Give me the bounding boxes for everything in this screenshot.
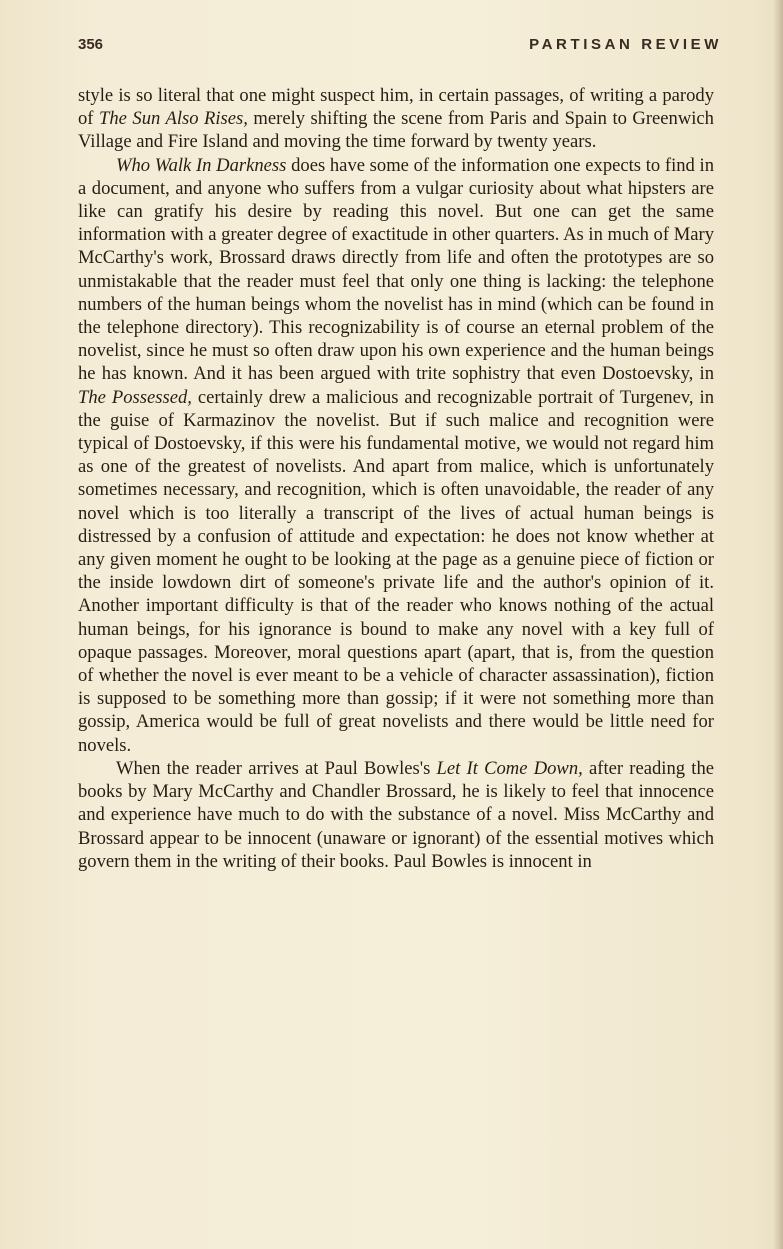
book-title: The Sun Also Rises, [99,108,248,130]
book-title: Let It Come Down, [436,757,583,779]
running-head [78,36,722,58]
paragraph [78,84,714,154]
text-segment: after reading the books by Mary McCarthy and Chandler Brossard, he is likely to feel that innocence and experience have much to do with the substance of a novel. Miss McCarthy and Brossard appear to be innocent (unaware or ignorant) of the essential motives which govern them in the writing of their books. Paul Bowles is innocent in [78,757,714,872]
book-title: Who Walk In Darkness [116,154,287,176]
text-segment: style is so literal that one might suspect him, in certain passages, of writing a parody of [78,85,714,130]
paragraph [78,154,714,757]
page-number: 356 [78,36,104,53]
body-text [78,84,714,873]
text-segment: When the reader arrives at Paul Bowles's [116,757,437,779]
journal-title: PARTISAN REVIEW [529,36,722,53]
text-segment: merely shifting the scene from Paris and Spain to Greenwich Village and Fire Island and moving the time forward by twenty years. [78,108,714,153]
page-edge-shadow [773,0,783,1249]
book-title: The Possessed, [78,386,192,408]
text-segment: does have some of the information one expects to find in a document, and anyone who suffers from a vulgar curiosity about what hipsters are like can gratify his desire by reading this novel. But one can get the same information with a greater degree of exactitude in other quarters. As in much of Mary McCarthy's work, Brossard draws directly from life and often the prototypes are so unmistakable that the reader must feel that only one thing is lacking: the telephone numbers of the human beings whom the novelist has in mind (which can be found in the telephone directory). This recognizability is of course an eternal problem of the novelist, since he must so often draw upon his own experience and the human beings he has known. And it has been argued with trite sophistry that even Dostoevsky, in [78,154,715,385]
paragraph [78,757,714,873]
text-segment: certainly drew a malicious and recognizable portrait of Turgenev, in the guise of Karmazinov the novelist. But if such malice and recognition were typical of Dostoevsky, if this were his fundamental motive, we would not regard him as one of the greatest of novelists. And apart from malice, which is unfortunately sometimes necessary, and recognition, which is often unavoidable, the reader of any novel which is too literally a transcript of the lives of actual human beings is distressed by a confusion of attitude and expectation: he does not know whether at any given moment he ought to be looking at the page as a genuine piece of fiction or the inside lowdown dirt of someone's private life and the author's opinion of it. Another important difficulty is that of the reader who knows nothing of the actual human beings, for his ignorance is bound to make any novel with a key full of opaque passages. Moreover, moral questions apart (apart, that is, from the question of whether the novel is ever meant to be a vehicle of character assassination), fiction is supposed to be something more than gossip; if it were not something more than gossip, America would be full of great novelists and there would be little need for novels. [78,386,714,756]
